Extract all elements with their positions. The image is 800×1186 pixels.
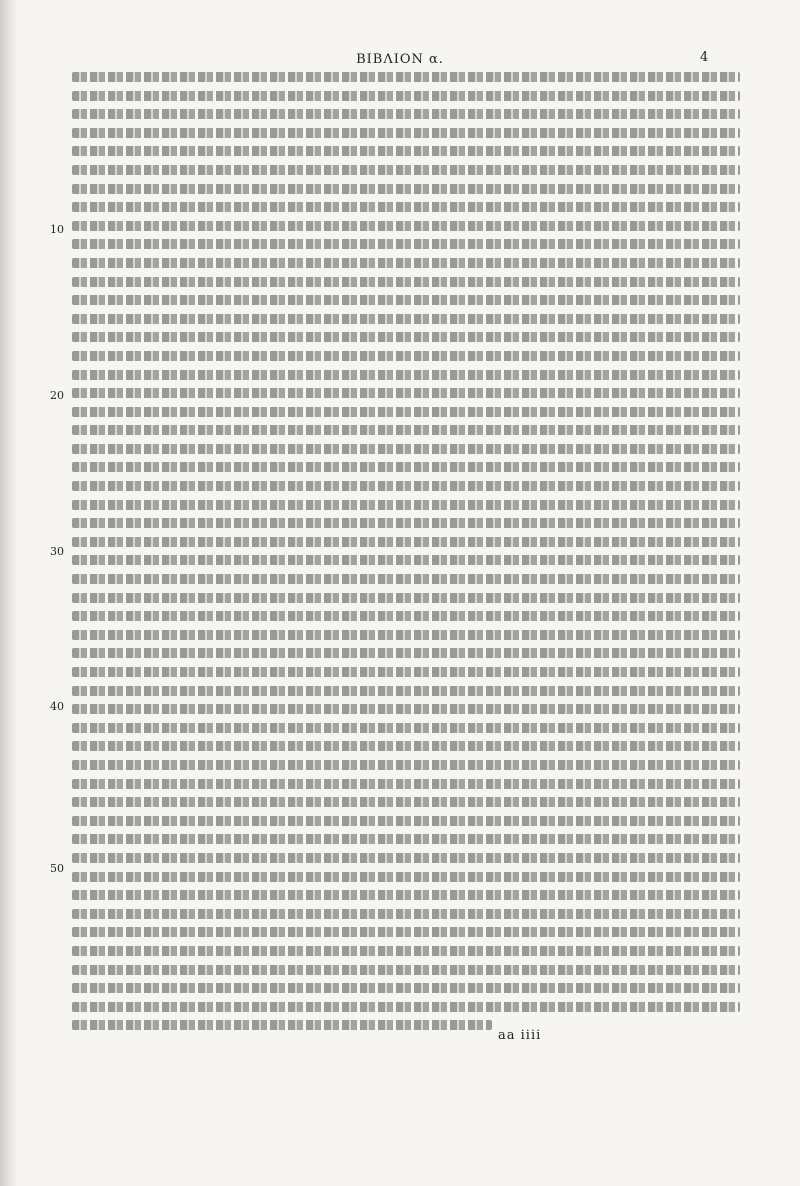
text-line: [72, 332, 740, 342]
text-line: [72, 425, 740, 435]
text-line: [72, 109, 740, 119]
running-head: ΒΙΒΛΙΟΝ α.: [356, 52, 444, 67]
text-line: [72, 760, 740, 770]
text-line: [72, 351, 740, 361]
text-line: [72, 444, 740, 454]
text-line: [72, 295, 740, 305]
text-line: [72, 611, 740, 621]
text-line: [72, 500, 740, 510]
text-line: [72, 983, 740, 993]
text-line: [72, 593, 740, 603]
text-line: [72, 258, 740, 268]
text-line: [72, 723, 740, 733]
text-line: [72, 72, 740, 82]
margin-line-number: 30: [50, 545, 64, 558]
text-line: [72, 462, 740, 472]
text-line: [72, 165, 740, 175]
text-line: [72, 1002, 740, 1012]
text-line: [72, 184, 740, 194]
text-line: [72, 630, 740, 640]
text-line: [72, 221, 740, 231]
text-line: [72, 965, 740, 975]
text-line: [72, 407, 740, 417]
text-line: [72, 314, 740, 324]
text-line: [72, 128, 740, 138]
text-line: [72, 1020, 492, 1030]
text-line: [72, 388, 740, 398]
text-line: [72, 797, 740, 807]
text-line: [72, 91, 740, 101]
text-line: [72, 555, 740, 565]
text-line: [72, 202, 740, 212]
text-line: [72, 370, 740, 380]
margin-line-number: 20: [50, 389, 64, 402]
text-line: [72, 277, 740, 287]
text-line: [72, 853, 740, 863]
folio-number: 4: [700, 50, 709, 65]
greek-text-block: [72, 72, 740, 1039]
margin-line-number: 40: [50, 700, 64, 713]
printer-signature: aa iiii: [498, 1028, 542, 1043]
text-line: [72, 704, 740, 714]
text-line: [72, 537, 740, 547]
text-line: [72, 686, 740, 696]
text-line: [72, 741, 740, 751]
text-line: [72, 648, 740, 658]
margin-line-number: 50: [50, 862, 64, 875]
text-line: [72, 890, 740, 900]
text-line: [72, 946, 740, 956]
text-line: [72, 146, 740, 156]
page-gutter: [0, 0, 18, 1186]
text-line: [72, 816, 740, 826]
text-line: [72, 872, 740, 882]
text-line: [72, 667, 740, 677]
text-line: [72, 834, 740, 844]
text-line: [72, 574, 740, 584]
text-line: [72, 779, 740, 789]
text-line: [72, 481, 740, 491]
text-line: [72, 909, 740, 919]
text-line: [72, 239, 740, 249]
text-line: [72, 927, 740, 937]
text-line: [72, 518, 740, 528]
margin-line-number: 10: [50, 223, 64, 236]
